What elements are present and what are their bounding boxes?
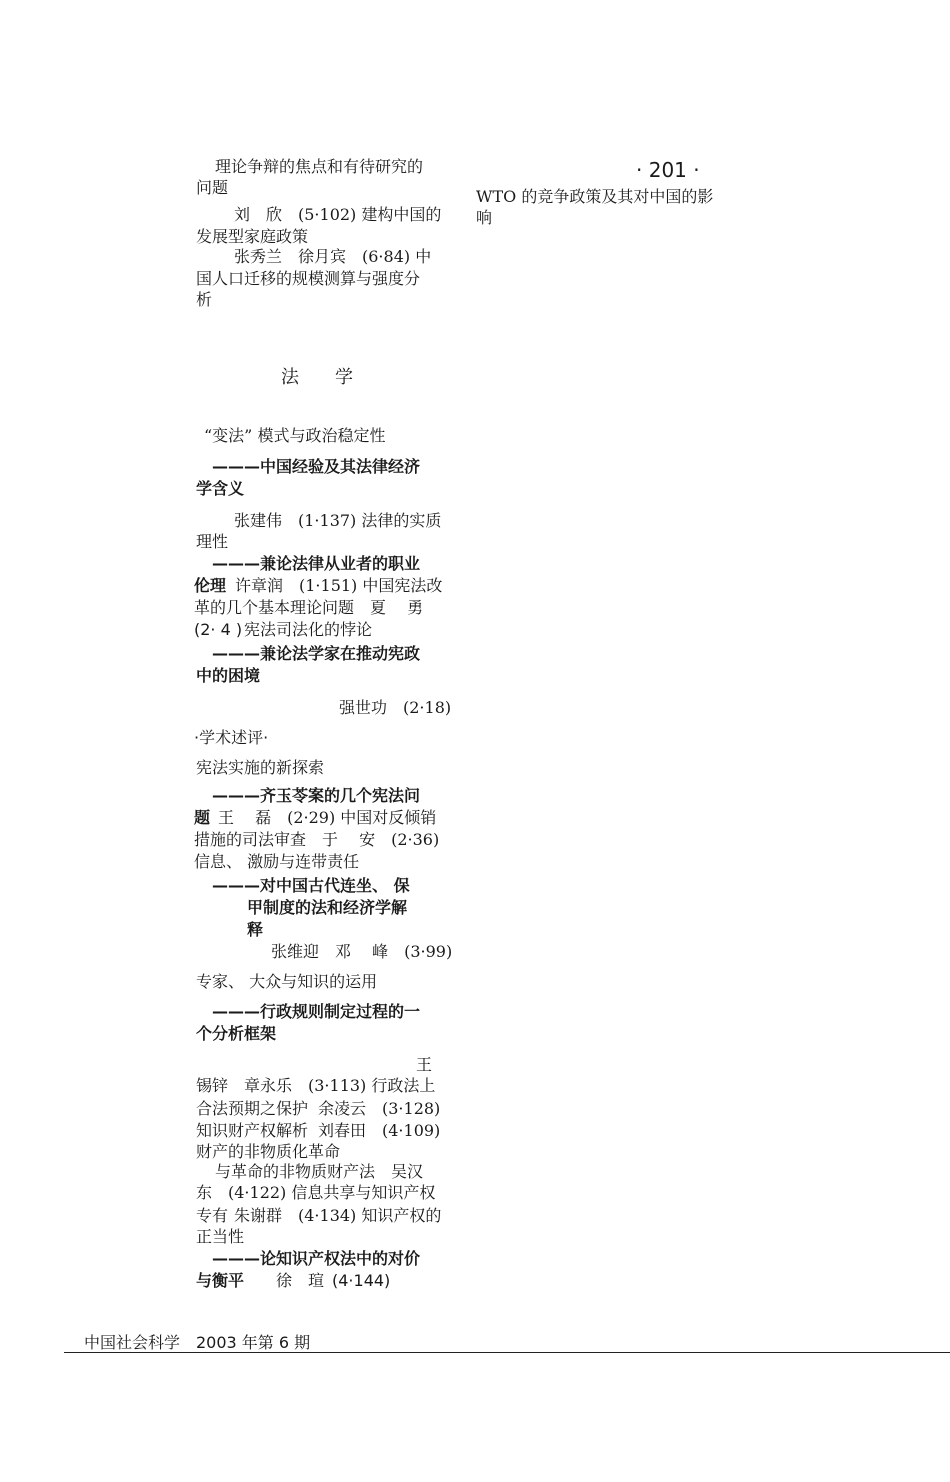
entry-line: 朱谢群 (4·134) 知识产权的	[234, 1206, 442, 1225]
entry-line: 问题	[196, 178, 229, 197]
entry-subtitle: 学含义	[196, 479, 245, 498]
entry-line: 张秀兰 徐月宾 (6·84) 中	[234, 247, 432, 266]
entry-line: 宪法司法化的悖论	[244, 620, 373, 639]
entry-line: 合法预期之保护	[196, 1099, 309, 1118]
right-article-title-line1: WTO 的竞争政策及其对中国的影	[476, 187, 714, 206]
entry-line: (4·144)	[332, 1271, 391, 1290]
entry-line: 国人口迁移的规模测算与强度分	[196, 269, 421, 288]
entry-subtitle: 释	[247, 920, 264, 939]
entry-line: 发展型家庭政策	[196, 227, 309, 246]
entry-line: 专有	[196, 1206, 229, 1225]
entry-subtitle: 伦理	[194, 576, 227, 595]
entry-line: 析	[196, 290, 213, 309]
entry-line: 理性	[196, 532, 229, 551]
entry-subtitle: ———中国经验及其法律经济	[212, 457, 421, 476]
entry-line: 措施的司法审查 于 安 (2·36)	[194, 830, 440, 849]
entry-line: 宪法实施的新探索	[196, 758, 325, 777]
entry-subtitle: 甲制度的法和经济学解	[247, 898, 408, 917]
entry-line: 刘春田 (4·109)	[318, 1121, 441, 1140]
entry-line: 正当性	[196, 1227, 245, 1246]
entry-line: “变法” 模式与政治稳定性	[204, 426, 386, 445]
page-number: · 201 ·	[636, 158, 700, 182]
entry-line: 强世功 (2·18)	[339, 698, 452, 717]
entry-line: 知识财产权解析	[196, 1121, 309, 1140]
entry-subtitle: ———论知识产权法中的对价	[212, 1249, 421, 1268]
entry-line: 王	[416, 1055, 433, 1074]
entry-line: 信息、 激励与连带责任	[194, 852, 360, 871]
entry-line: 财产的非物质化革命	[196, 1142, 341, 1161]
entry-subtitle: ———对中国古代连坐、 保	[212, 876, 410, 895]
entry-line: 理论争辩的焦点和有待研究的	[215, 157, 424, 176]
column-label-academic-review: ·学术述评·	[194, 728, 269, 747]
entry-line: 张维迎 邓 峰 (3·99)	[271, 942, 453, 961]
right-article-title-line2: 响	[476, 208, 493, 227]
footer-rule	[64, 1352, 950, 1353]
running-footer: 中国社会科学 2003 年第 6 期	[84, 1333, 311, 1352]
entry-subtitle: 与衡平	[196, 1271, 245, 1290]
entry-subtitle: ———齐玉苓案的几个宪法问	[212, 786, 421, 805]
entry-subtitle: ———行政规则制定过程的一	[212, 1002, 421, 1021]
entry-line: (2· 4 )	[194, 620, 243, 639]
entry-line: 与革命的非物质财产法 吴汉	[215, 1162, 424, 1181]
entry-line: 王 磊 (2·29) 中国对反倾销	[218, 808, 437, 827]
entry-subtitle: 题	[194, 808, 211, 827]
section-heading-law: 法 学	[281, 367, 353, 388]
entry-line: 张建伟 (1·137) 法律的实质	[234, 511, 442, 530]
entry-subtitle: 中的困境	[196, 666, 261, 685]
entry-line: 徐 瑄	[276, 1271, 325, 1290]
entry-line: 东 (4·122) 信息共享与知识产权	[196, 1183, 436, 1202]
entry-line: 刘 欣 (5·102) 建构中国的	[234, 205, 442, 224]
entry-line: 许章润 (1·151) 中国宪法改	[235, 576, 443, 595]
entry-subtitle: 个分析框架	[196, 1024, 277, 1043]
entry-line: 锡锌 章永乐 (3·113) 行政法上	[196, 1076, 436, 1095]
entry-subtitle: ———兼论法律从业者的职业	[212, 554, 421, 573]
entry-line: 余凌云 (3·128)	[318, 1099, 441, 1118]
entry-line: 专家、 大众与知识的运用	[196, 972, 378, 991]
entry-subtitle: ———兼论法学家在推动宪政	[212, 644, 421, 663]
entry-line: 革的几个基本理论问题 夏 勇	[194, 598, 424, 617]
